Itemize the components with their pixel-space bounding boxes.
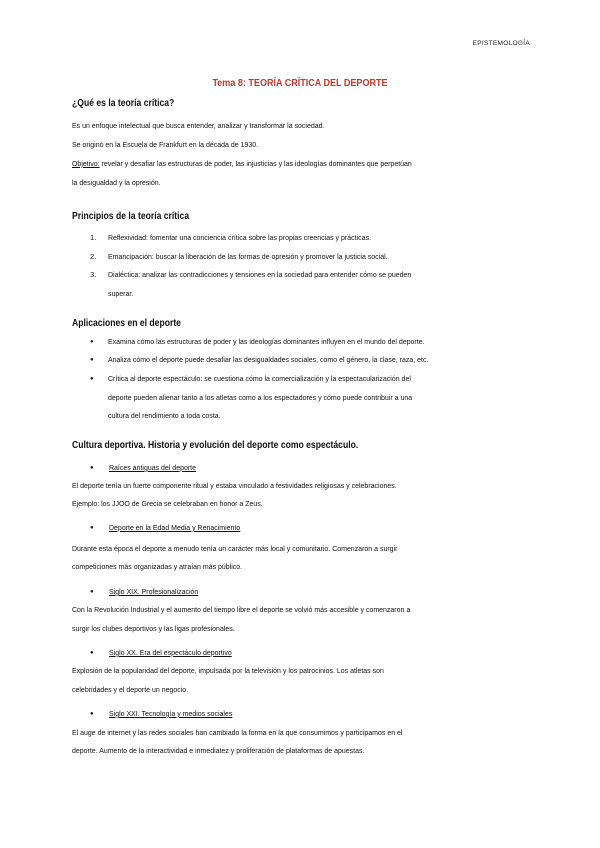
section-heading-cultura-deportiva: Cultura deportiva. Historia y evolución del deporte como espectáculo. — [72, 440, 359, 451]
section-heading-principios: Principios de la teoría crítica — [72, 211, 190, 222]
list-item: Dialéctica: analizar las contradicciones y tensiones en la sociedad para entender cómo se pueden — [108, 270, 412, 279]
list-number: 3. — [90, 270, 97, 279]
paragraph: Es un enfoque intelectual que busca entender, analizar y transformar la sociedad. — [72, 121, 325, 130]
paragraph: Con la Revolución Industrial y el aumento del tiempo libre el deporte se volvió más accesible y comenzaron a — [72, 605, 411, 614]
bullet-icon: ● — [90, 376, 94, 382]
list-number: 2. — [90, 252, 97, 261]
paragraph: El deporte tenía un fuerte componente ritual y estaba vinculado a festividades religiosas y celebraciones. — [72, 481, 397, 490]
bullet-icon: ● — [90, 357, 94, 363]
subsection-title: Siglo XIX. Profesionalización — [109, 587, 199, 596]
objective-label: Objetivo: — [72, 159, 100, 168]
list-item-continuation: cultura del rendimiento a toda costa. — [108, 411, 221, 420]
bullet-icon: ● — [90, 711, 94, 717]
list-item-continuation: superar. — [108, 289, 134, 298]
bullet-icon: ● — [90, 525, 94, 531]
page-header: EPISTEMOLOGÍA — [472, 40, 530, 47]
subsection-title: Raíces antiguas del deporte — [109, 463, 196, 472]
paragraph: celebridades y el deporte un negocio. — [72, 685, 189, 694]
objective-text: revelar y desafiar las estructuras de poder, las injusticias y las ideologías dominantes que perpetúan — [99, 159, 412, 168]
list-number: 1. — [90, 233, 97, 242]
list-item: Examina cómo las estructuras de poder y las ideologías dominantes influyen en el mundo del deporte. — [108, 337, 425, 346]
list-item: Reflexividad: fomentar una conciencia crítica sobre las propias creencias y prácticas. — [108, 233, 371, 242]
list-item-continuation: deporte pueden alienar tanto a los atletas como a los espectadores y cómo puede contribuir a una — [108, 393, 413, 402]
list-item: Analiza cómo el deporte puede desafiar las desigualdades sociales, como el género, la clase, raza, etc. — [108, 355, 429, 364]
bullet-icon: ● — [90, 650, 94, 656]
paragraph: competiciones más organizadas y atraían más público. — [72, 562, 243, 571]
subsection-title: Deporte en la Edad Media y Renacimiento — [109, 523, 241, 532]
section-heading-aplicaciones: Aplicaciones en el deporte — [72, 318, 181, 329]
paragraph: Se originó en la Escuela de Frankfurt en la década de 1930. — [72, 140, 259, 149]
objective-paragraph — [72, 159, 412, 169]
subsection-title: Siglo XXI. Tecnología y medios sociales — [109, 709, 233, 718]
paragraph: Ejemplo: los JJOO de Grecia se celebraban en honor a Zeus. — [72, 499, 263, 508]
section-heading-teoria-critica: ¿Qué es la teoría crítica? — [72, 98, 175, 109]
paragraph: El auge de internet y las redes sociales han cambiado la forma en la que consumimos y participamos en el — [72, 728, 403, 737]
paragraph: deporte. Aumento de la interactividad e inmediatez y proliferación de plataformas de apuestas. — [72, 746, 365, 755]
list-item: Emancipación: buscar la liberación de las formas de opresión y promover la justicia social. — [108, 252, 388, 261]
bullet-icon: ● — [90, 589, 94, 595]
paragraph: surgir los clubes deportivos y las ligas profesionales. — [72, 624, 235, 633]
paragraph: Durante esta época el deporte a menudo tenía un carácter más local y comunitario. Comenzaron a surgir — [72, 544, 398, 553]
document-title: Tema 8: TEORÍA CRÍTICA DEL DEPORTE — [212, 77, 388, 89]
bullet-icon: ● — [90, 465, 94, 471]
subsection-title: Siglo XX. Era del espectáculo deportivo — [109, 648, 232, 657]
list-item: Crítica al deporte espectáculo: se cuestiona cómo la comercialización y la espectacularización del — [108, 374, 411, 383]
bullet-icon: ● — [90, 339, 94, 345]
paragraph: la desigualdad y la opresión. — [72, 178, 161, 187]
paragraph: Explosión de la popularidad del deporte, impulsada por la televisión y los patrocinios. Los atletas son — [72, 666, 384, 675]
